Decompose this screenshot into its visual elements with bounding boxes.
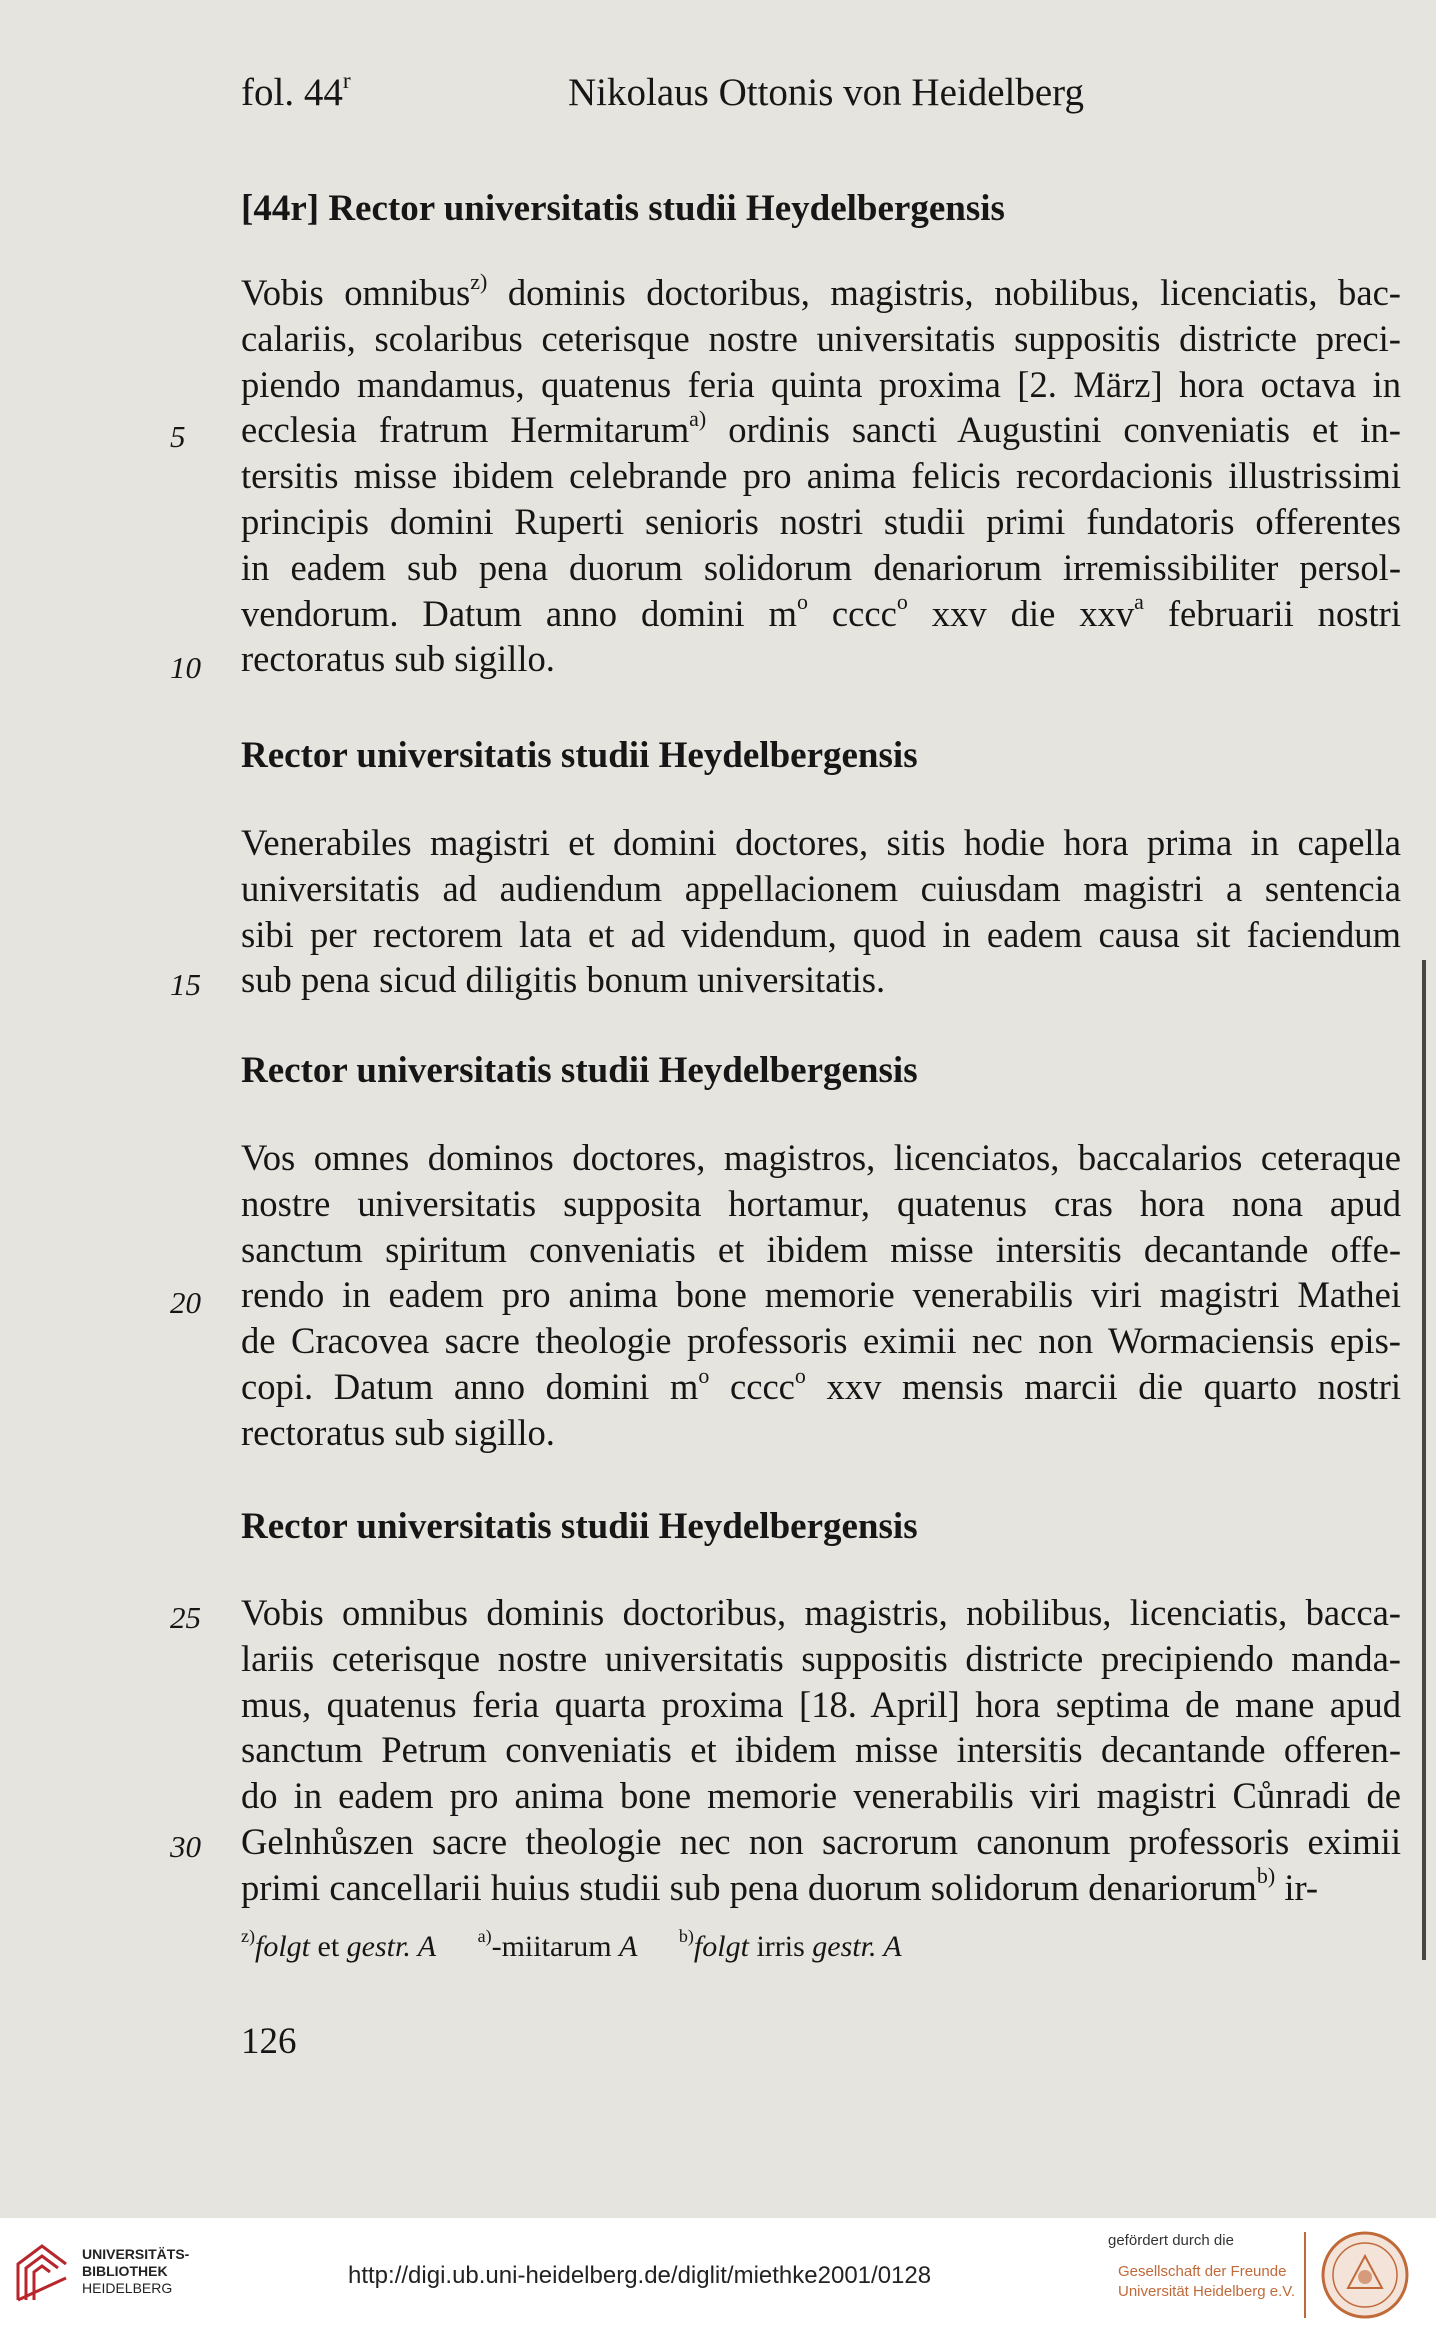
text-line: sibi per rectorem lata et ad videndum, quod in eadem causa sit faciendum: [241, 913, 1401, 955]
line-number: 5: [170, 419, 186, 454]
text-line: primi cancellarii huius studii sub pena duorum solidorum denariorum$^{b)}$ ir-: [241, 1863, 1319, 1908]
line-number: 10: [170, 650, 201, 685]
section-body-1: [241, 270, 1401, 682]
page-number: 126: [241, 2021, 297, 2062]
text-line: calariis, scolaribus ceterisque nostre universitatis suppositis districte preci-: [241, 317, 1401, 359]
section-heading-4: Rector universitatis studii Heydelbergensis: [241, 1506, 918, 1547]
text-line: rectoratus sub sigillo.: [241, 1411, 555, 1453]
text-line: sanctum Petrum conveniatis et ibidem misse intersitis decantande offeren-: [241, 1729, 1401, 1771]
page-edge-shadow: [1422, 960, 1426, 1960]
text-line: piendo mandamus, quatenus feria quinta proxima [2. März] hora octava in: [241, 363, 1401, 405]
footnote: $^{b)}$folgt irris gestr. A: [678, 1926, 902, 1963]
library-name: UNIVERSITÄTS- BIBLIOTHEK HEIDELBERG: [82, 2246, 190, 2296]
footnote: $^{a)}$-miitarum A: [477, 1926, 638, 1963]
text-line: de Cracovea sacre theologie professoris eximii nec non Wormaciensis epis-: [241, 1320, 1401, 1362]
text-line: lariis ceterisque nostre universitatis suppositis districte precipiendo manda-: [241, 1637, 1401, 1679]
text-line: Vobis omnibus dominis doctoribus, magistris, nobilibus, licenciatis, bacca-: [241, 1592, 1401, 1633]
section-body-3: [241, 1135, 1401, 1456]
footnotes: [241, 1926, 936, 1964]
footnote: $^{z)}$folgt et gestr. A: [241, 1926, 437, 1963]
text-line: principis domini Ruperti senioris nostri studii primi fundatoris offerentes: [241, 500, 1401, 542]
university-seal-icon: [1320, 2230, 1410, 2325]
folio-label: fol. 44$^r$: [241, 67, 351, 114]
permalink-url[interactable]: http://digi.ub.uni-heidelberg.de/diglit/miethke2001/0128: [348, 2262, 932, 2289]
sponsor-name[interactable]: Gesellschaft der Freunde Universität Heidelberg e.V.: [1118, 2263, 1296, 2300]
text-line: universitatis ad audiendum appellacionem cuiusdam magistri a sentencia: [241, 867, 1401, 909]
section-heading-1: [44r] Rector universitatis studii Heydelbergensis: [241, 188, 1005, 229]
text-line: rectoratus sub sigillo.: [241, 638, 555, 680]
section-body-2: [241, 820, 1401, 1003]
text-line: nostre universitatis supposita hortamur, quatenus cras hora nona apud: [241, 1182, 1401, 1224]
footer-divider: [1304, 2232, 1306, 2318]
text-line: ecclesia fratrum Hermitarum$^{a)}$ ordinis sancti Augustini conveniatis et in-: [241, 405, 1401, 451]
text-line: sanctum spiritum conveniatis et ibidem misse intersitis decantande offe-: [241, 1228, 1401, 1270]
section-heading-3: Rector universitatis studii Heydelbergensis: [241, 1050, 918, 1091]
line-number: 20: [170, 1285, 201, 1320]
line-number: 30: [170, 1829, 201, 1864]
section-body-4: [241, 1590, 1401, 1911]
line-number: 25: [170, 1600, 201, 1635]
library-logo-icon[interactable]: [12, 2238, 72, 2313]
sponsor-label: gefördert durch die: [1108, 2232, 1234, 2249]
text-line: do in eadem pro anima bone memorie venerabilis viri magistri Cůnradi de: [241, 1775, 1401, 1817]
page-header: [0, 67, 1436, 130]
viewer-footer: [0, 2218, 1436, 2329]
text-line: vendorum. Datum anno domini $m^o$ cccc$^o$ xxv die xxv$^a$ februarii nostri: [241, 589, 1401, 634]
text-line: tersitis misse ibidem celebrande pro anima felicis recordacionis illustrissimi: [241, 455, 1401, 497]
text-line: Gelnhůszen sacre theologie nec non sacrorum canonum professoris eximii: [241, 1820, 1401, 1862]
text-line: rendo in eadem pro anima bone memorie venerabilis viri magistri Mathei: [241, 1274, 1401, 1316]
text-line: sub pena sicud diligitis bonum universitatis.: [241, 959, 886, 1001]
text-line: in eadem sub pena duorum solidorum denariorum irremissibiliter persol-: [241, 546, 1401, 588]
text-line: copi. Datum anno domini $m^o$ cccc$^o$ xxv mensis marcii die quarto nostri: [241, 1362, 1401, 1407]
line-number: 15: [170, 967, 201, 1002]
section-heading-2: Rector universitatis studii Heydelbergensis: [241, 735, 918, 776]
text-line: mus, quatenus feria quarta proxima [18. April] hora septima de mane apud: [241, 1683, 1401, 1725]
text-line: Vos omnes dominos doctores, magistros, licenciatos, baccalarios ceteraque: [241, 1137, 1401, 1178]
text-line: Vobis omnibus$^{z)}$ dominis doctoribus, magistris, nobilibus, licenciatis, bac-: [241, 268, 1401, 313]
running-title: Nikolaus Ottonis von Heidelberg: [568, 71, 1084, 114]
text-line: Venerabiles magistri et domini doctores, sitis hodie hora prima in capella: [241, 822, 1401, 863]
